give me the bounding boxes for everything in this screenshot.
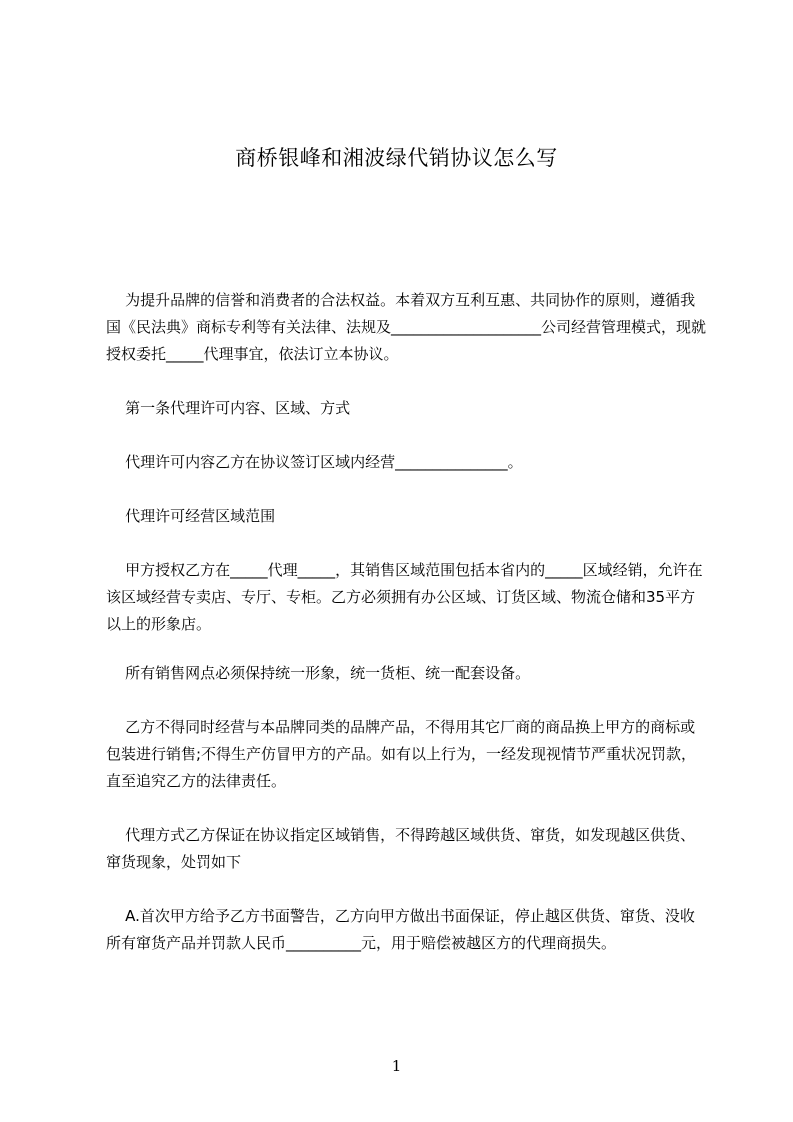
paragraph-unified-image: 所有销售网点必须保持统一形象，统一货柜、统一配套设备。 (106, 664, 531, 682)
paragraph-license-area-heading: 代理许可经营区域范围 (106, 507, 276, 525)
paragraph-agency-method: 代理方式乙方保证在协议指定区域销售，不得跨越区域供货、窜货，如发现越区供货、窜货现象，处罚如下 (106, 826, 696, 871)
paragraph-article-1-heading: 第一条代理许可内容、区域、方式 (106, 399, 351, 417)
page-number: 1 (391, 1057, 402, 1075)
paragraph-license-content: 代理许可内容乙方在协议签订区域内经营_______________。 (106, 453, 523, 471)
paragraph-intro: 为提升品牌的信誉和消费者的合法权益。本着双方互利互惠、共同协作的原则，遵循我国《民法典》商标专利等有关法律、法规及____________________公司经营管理模式，现就授权委托_____代理事宜，依法订立本协议。 (106, 291, 707, 363)
document-title: 商桥银峰和湘波绿代销协议怎么写 (235, 146, 558, 170)
paragraph-brand-restrictions: 乙方不得同时经营与本品牌同类的品牌产品，不得用其它厂商的商品换上甲方的商标或包装进行销售;不得生产仿冒甲方的产品。如有以上行为，一经发现视情节严重状况罚款，直至追究乙方的法律责任。 (106, 718, 697, 790)
paragraph-authorization-area: 甲方授权乙方在_____代理_____，其销售区域范围包括本省内的_____区域经销，允许在该区域经营专卖店、专厅、专柜。乙方必须拥有办公区域、订货区域、物流仓储和35平方以上的形象店。 (106, 561, 703, 633)
paragraph-penalty-a: A.首次甲方给予乙方书面警告，乙方向甲方做出书面保证，停止越区供货、窜货、没收所有窜货产品并罚款人民币__________元，用于赔偿被越区方的代理商损失。 (106, 907, 695, 952)
